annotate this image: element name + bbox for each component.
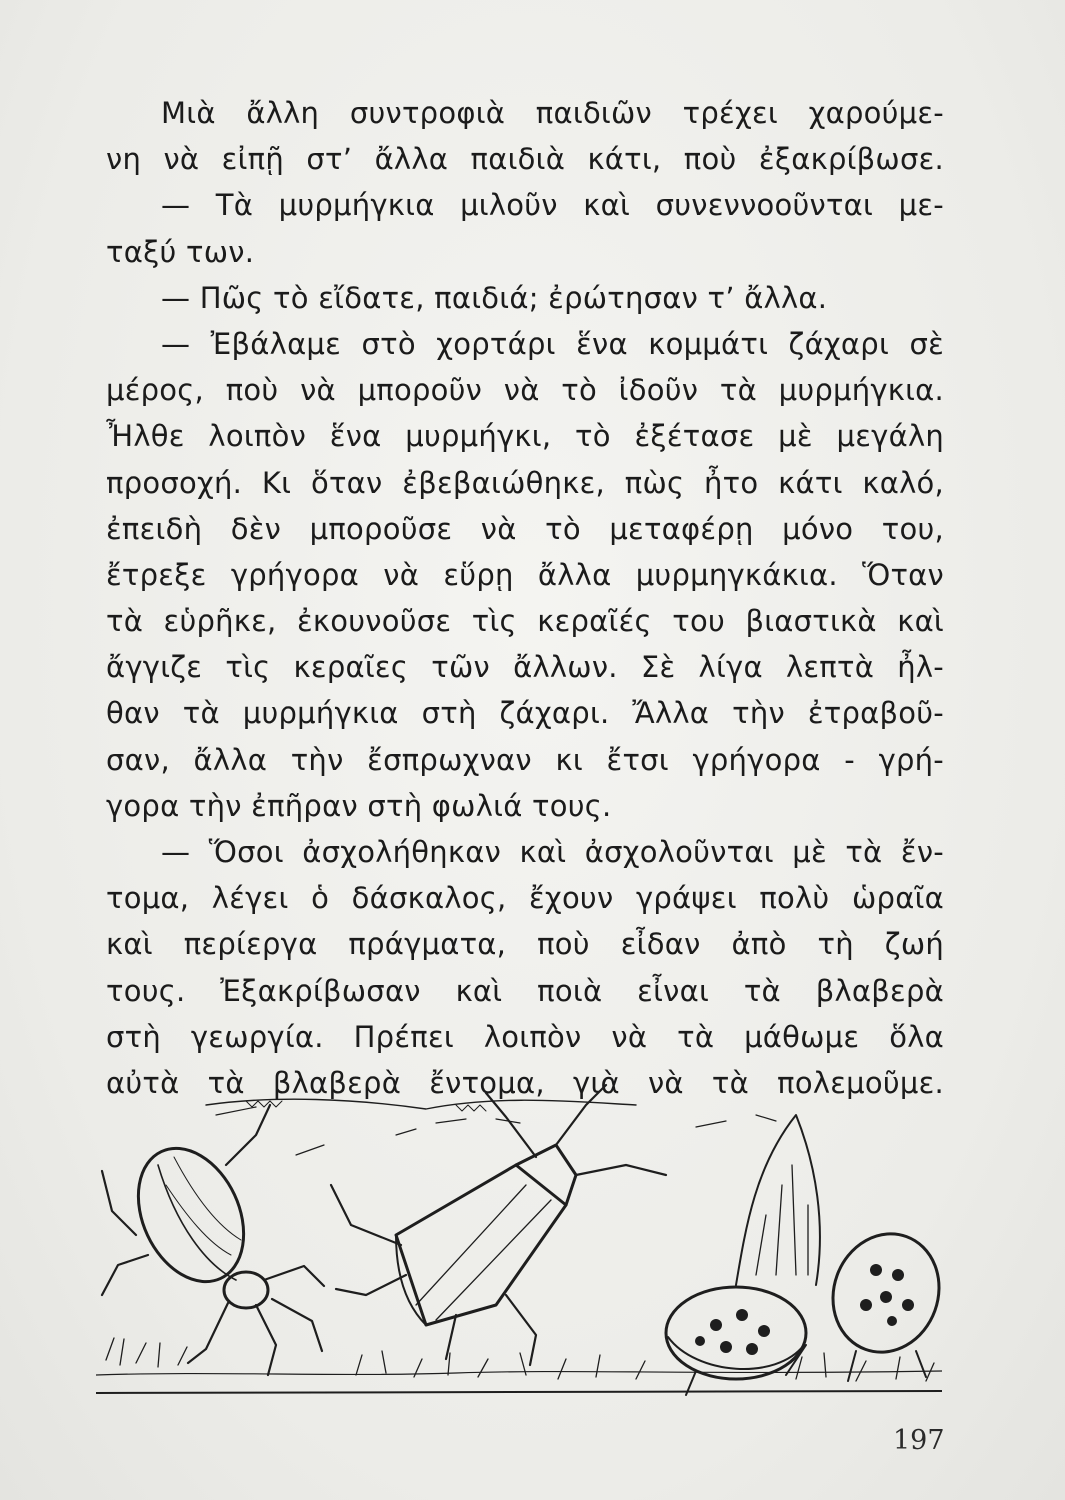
text-line: ἐπειδὴ δὲν μποροῦσε νὰ τὸ μεταφέρῃ μόνο του,: [106, 511, 944, 546]
text-line: Μιὰ ἄλλη συντροφιὰ παιδιῶν τρέχει χαρούμε-: [161, 96, 944, 130]
text-line: Ἦλθε λοιπὸν ἕνα μυρμήγκι, τὸ ἐξέτασε μὲ μεγάλη: [106, 419, 944, 454]
text-line: στὴ γεωργία. Πρέπει λοιπὸν νὰ τὰ μάθωμε ὅλα: [106, 1019, 944, 1054]
text-line: τους. Ἐξακρίβωσαν καὶ ποιὰ εἶναι τὰ βλαβερὰ: [106, 973, 944, 1008]
text-line: — Ὅσοι ἀσχολήθηκαν καὶ ἀσχολοῦνται μὲ τὰ ἔν-: [161, 835, 944, 869]
text-line: γορα τὴν ἐπῆραν στὴ φωλιά τους.: [106, 788, 612, 823]
text-line: — Ἐβάλαμε στὸ χορτάρι ἕνα κομμάτι ζάχαρι σὲ: [161, 326, 944, 361]
text-line: προσοχή. Κι ὅταν ἐβεβαιώθηκε, πὼς ἦτο κάτι καλό,: [106, 465, 944, 500]
text-line: θαν τὰ μυρμήγκια στὴ ζάχαρι. Ἄλλα τὴν ἐτραβοῦ-: [106, 696, 944, 731]
text-line: — Τὰ μυρμήγκια μιλοῦν καὶ συνεννοοῦνται με-: [161, 188, 944, 223]
text-line: καὶ περίεργα πράγματα, ποὺ εἶδαν ἀπὸ τὴ ζωή: [106, 927, 944, 962]
text-line: ἄγγιζε τὶς κεραῖες τῶν ἄλλων. Σὲ λίγα λεπτὰ ἦλ-: [106, 650, 944, 685]
text-line: αὐτὰ τὰ βλαβερὰ ἔντομα, γιὰ νὰ τὰ πολεμοῦμε.: [106, 1065, 944, 1100]
text-line: μέρος, ποὺ νὰ μποροῦν νὰ τὸ ἰδοῦν τὰ μυρμήγκια.: [106, 373, 944, 408]
insects-illustration-icon: [96, 1075, 942, 1405]
text-line: νη νὰ εἰπῇ στ’ ἄλλα παιδιὰ κάτι, ποὺ ἐξακρίβωσε.: [106, 142, 944, 177]
page-number: 197: [893, 1425, 945, 1456]
text-line: τὰ εὑρῆκε, ἐκουνοῦσε τὶς κεραῖές του βιαστικὰ καὶ: [106, 604, 944, 639]
body-text: [106, 90, 944, 1106]
text-line: — Πῶς τὸ εἴδατε, παιδιά; ἐρώτησαν τ’ ἄλλα.: [161, 280, 828, 315]
text-line: ἔτρεξε γρήγορα νὰ εὕρῃ ἄλλα μυρμηγκάκια. Ὅταν: [106, 557, 944, 592]
text-line: ταξύ των.: [106, 234, 255, 269]
text-line: τομα, λέγει ὁ δάσκαλος, ἔχουν γράψει πολὺ ὡραῖα: [106, 881, 944, 916]
text-line: σαν, ἄλλα τὴν ἔσπρωχναν κι ἔτσι γρήγορα - γρή-: [106, 742, 944, 777]
